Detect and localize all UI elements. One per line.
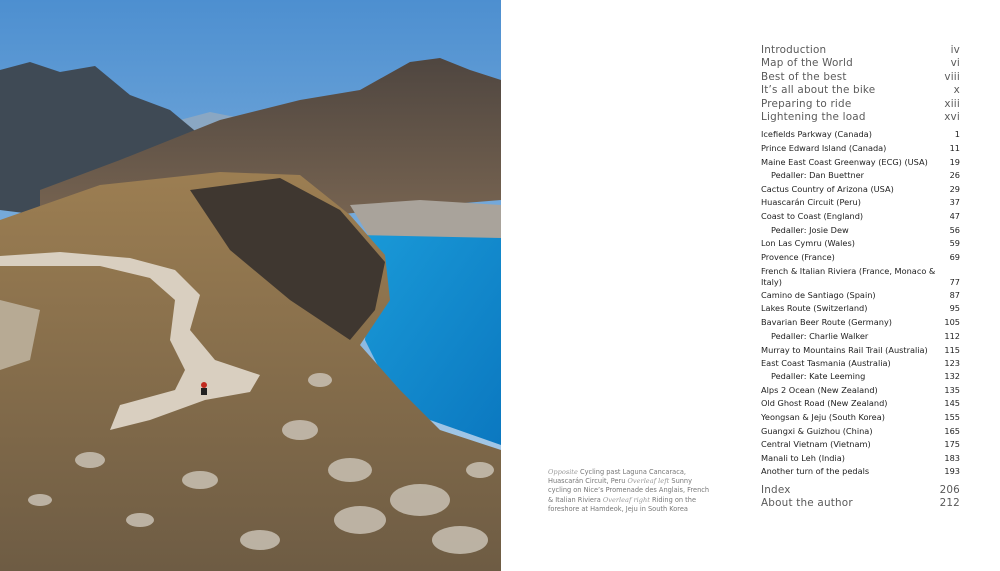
toc-entry-title: Central Vietnam (Vietnam) — [761, 439, 871, 450]
toc-entry-title: Best of the best — [761, 70, 847, 83]
toc-entry-title: Manali to Leh (India) — [761, 452, 845, 463]
toc-entry — [761, 44, 960, 57]
toc-entry-page: 1 — [954, 129, 960, 140]
caption-label-overleaf-right: Overleaf right — [602, 495, 650, 504]
toc-entry-page: 59 — [949, 238, 960, 249]
toc-entry-page: 193 — [944, 466, 960, 477]
toc-entry-page: 105 — [944, 316, 960, 327]
toc-entry-title: Yeongsan & Jeju (South Korea) — [761, 412, 885, 423]
toc-entry — [761, 111, 960, 124]
toc-entry-page: 183 — [944, 452, 960, 463]
toc-entry-title: Bavarian Beer Route (Germany) — [761, 316, 892, 327]
toc-entry-page: 145 — [944, 398, 960, 409]
toc-entry-page: 26 — [949, 170, 960, 181]
caption-text: Cycling past Laguna Cancaraca, Huascarán Circuit, Peru — [548, 468, 686, 486]
toc-entry-page: 123 — [944, 357, 960, 368]
toc-entry — [761, 57, 960, 70]
toc-entry-page: vi — [950, 57, 960, 70]
toc-entry-page: 135 — [944, 384, 960, 395]
toc-entry-page: iv — [950, 44, 960, 56]
toc-entry-title: Alps 2 Ocean (New Zealand) — [761, 384, 878, 395]
back-matter — [761, 484, 960, 511]
front-matter — [761, 44, 960, 124]
toc-entry — [761, 302, 960, 316]
toc-entry-title: Pedaller: Josie Dew — [771, 224, 849, 235]
toc-entry-title: It’s all about the bike — [761, 84, 876, 97]
toc-entry-page: viii — [944, 70, 960, 83]
toc-entry-page: x — [953, 84, 960, 97]
toc-entry — [761, 142, 960, 156]
toc-entry — [761, 98, 960, 111]
toc-entry-page: 132 — [944, 371, 960, 382]
toc-pedaller-entry — [761, 330, 960, 344]
toc-entry — [761, 397, 960, 411]
toc-entry — [761, 251, 960, 265]
toc-entry-title: Maine East Coast Greenway (ECG) (USA) — [761, 156, 928, 167]
toc-entry-page: 87 — [949, 289, 960, 300]
toc-entry-title: Introduction — [761, 44, 827, 56]
toc-pedaller-entry — [761, 370, 960, 384]
toc-entry-page: 206 — [939, 484, 960, 497]
toc-entry — [761, 343, 960, 357]
toc-entry — [761, 425, 960, 439]
toc-entry-page: 115 — [944, 344, 960, 355]
chapter-list — [761, 128, 960, 479]
toc-entry-title: Huascarán Circuit (Peru) — [761, 197, 861, 208]
toc-entry-title: Index — [761, 484, 791, 497]
toc-entry-page: 29 — [949, 183, 960, 194]
toc-entry-page: 37 — [949, 197, 960, 208]
toc-entry — [761, 289, 960, 303]
toc-entry-title: Pedaller: Dan Buettner — [771, 170, 865, 181]
toc-entry — [761, 411, 960, 425]
toc-entry-page: 95 — [949, 303, 960, 314]
toc-pedaller-entry — [761, 224, 960, 238]
toc-entry-page: 19 — [949, 156, 960, 167]
toc-entry-page: 11 — [949, 143, 960, 154]
toc-entry-page: 155 — [944, 412, 960, 423]
toc-entry-title: Prince Edward Island (Canada) — [761, 143, 887, 154]
toc-entry-title: Preparing to ride — [761, 97, 852, 110]
toc-entry-title: Lakes Route (Switzerland) — [761, 303, 868, 314]
toc-entry — [761, 264, 960, 288]
toc-entry — [761, 210, 960, 224]
toc-entry — [761, 183, 960, 197]
caption-label-overleaf-left: Overleaf left — [627, 477, 670, 486]
toc-entry — [761, 196, 960, 210]
toc-entry-page: xiii — [944, 97, 960, 110]
toc-entry-page: 69 — [949, 251, 960, 262]
toc-entry — [761, 484, 960, 497]
toc-entry — [761, 452, 960, 466]
caption-text: Riding on the foreshore at Hamdeok, Jeju in South Korea — [548, 495, 697, 513]
toc-entry-page: xvi — [944, 111, 960, 124]
toc-entry-page: 212 — [939, 497, 960, 510]
toc-entry-page: 56 — [949, 224, 960, 235]
toc-entry-title: About the author — [761, 497, 853, 510]
toc-entry — [761, 316, 960, 330]
toc-entry-title: East Coast Tasmania (Australia) — [761, 357, 891, 368]
toc-entry-title: Cactus Country of Arizona (USA) — [761, 183, 894, 194]
toc-entry-title: Guangxi & Guizhou (China) — [761, 425, 873, 436]
toc-entry-title: French & Italian Riviera (France, Monaco & Italy) — [761, 265, 936, 287]
toc-entry-title: Lon Las Cymru (Wales) — [761, 238, 855, 249]
toc-entry-title: Another turn of the pedals — [761, 466, 870, 477]
toc-entry-page: 47 — [949, 211, 960, 221]
toc-pedaller-entry — [761, 169, 960, 183]
toc-entry-title: Map of the World — [761, 57, 853, 70]
toc-entry-page: 175 — [944, 439, 960, 450]
toc-entry — [761, 384, 960, 398]
toc-entry-title: Camino de Santiago (Spain) — [761, 289, 876, 300]
toc-entry — [761, 357, 960, 371]
toc-entry-title: Pedaller: Kate Leeming — [771, 371, 866, 382]
toc-entry-title: Provence (France) — [761, 251, 835, 262]
toc-entry-title: Coast to Coast (England) — [761, 211, 864, 221]
toc-entry-title: Old Ghost Road (New Zealand) — [761, 398, 888, 409]
table-of-contents — [761, 44, 960, 511]
toc-entry — [761, 156, 960, 170]
toc-entry — [761, 438, 960, 452]
caption-text: Sunny cycling on Nice’s Promenade des Anglais, French & Italian Riviera — [548, 477, 710, 504]
toc-entry — [761, 71, 960, 84]
toc-entry — [761, 465, 960, 479]
toc-entry-title: Lightening the load — [761, 111, 866, 124]
toc-entry-page: 77 — [949, 276, 960, 287]
toc-entry-title: Icefields Parkway (Canada) — [761, 129, 872, 140]
toc-entry-page: 165 — [944, 425, 960, 436]
photo-caption — [548, 468, 713, 514]
toc-entry-page: 112 — [944, 330, 960, 341]
toc-entry-title: Murray to Mountains Rail Trail (Australia) — [761, 344, 928, 355]
toc-entry — [761, 237, 960, 251]
toc-entry — [761, 128, 960, 142]
toc-entry — [761, 84, 960, 97]
toc-entry — [761, 497, 960, 510]
caption-label-opposite: Opposite — [548, 468, 578, 476]
toc-entry-title: Pedaller: Charlie Walker — [771, 330, 869, 341]
